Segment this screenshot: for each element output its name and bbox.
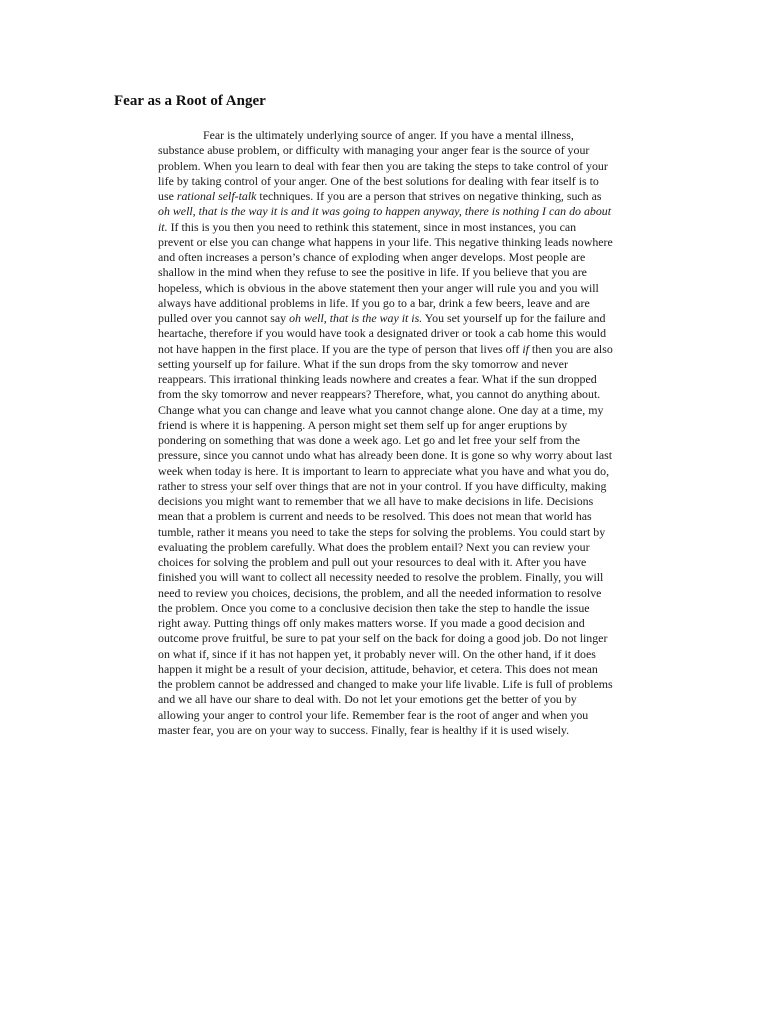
text-run: then you are also setting yourself up for failure. What if the sun drops from the sky tomorrow and never reappears. This irrational thinking leads nowhere and creates a fear. What if the sun dropped from the sky tomorrow and never reappears? Therefore, what, you cannot do anything about. Change what you can change and leave what you cannot change alone. One day at a time, my friend is where it is happening. A person might set them self up for anger eruptions by pondering on something that was done a week ago. Let go and let free your self from the pressure, since you cannot undo what has already been done. It is gone so why worry about last week when today is here. It is important to learn to appreciate what you have and what you do, rather to stress your self over things that are not in your control. If you have difficulty, making decisions you might want to remember that we all have to make decisions in life. Decisions mean that a problem is current and needs to be resolved. This does not mean that world has tumble, rather it means you need to take the steps for solving the problems. You could start by evaluating the problem carefully. What does the problem entail? Next you can review your choices for solving the problem and pull out your resources to deal with it. After you have finished you will want to collect all necessity needed to resolve the problem. Finally, you will need to review you choices, decisions, the problem, and all the needed information to resolve the problem. Once you come to a conclusive decision then take the step to handle the issue right away. Putting things off only makes matters worse. If you made a good decision and outcome prove fruitful, be sure to pat your self on the back for doing a good job. Do not linger on what if, since if it has not happen yet, it probably never will. On the other hand, if it does happen it might be a result of your decision, attitude, behavior, et cetera. This does not mean the problem cannot be addressed and changed to make your life livable. Life is full of problems and we all have our share to deal with. Do not let your emotions get the better of you by allowing your anger to control your life. Remember fear is the root of anger and when you master fear, you are on your way to success. Finally, fear is healthy if it is used wisely. [158,341,613,737]
body-paragraph [158,128,613,738]
document-title: Fear as a Root of Anger [114,93,266,109]
italic-text-run: rational self-talk [176,189,257,203]
text-run: You set yourself up for the failure and heartache, therefore if you would have took a designated driver or took a cab home this would not have happen in the first place. If you are the type of person that lives off [158,311,607,356]
italic-text-run: if [522,341,529,356]
text-run: Fear is the ultimately underlying source of anger. If you have a mental illness, substance abuse problem, or difficulty with managing your anger fear is the source of your problem. When you learn to deal with fear then you are taking the steps to take control of your life by taking control of your anger. One of the best solutions for dealing with fear itself is to use [158,128,608,203]
text-run: If this is you then you need to rethink this statement, since in most instances, you can prevent or else you can change what happens in your life. This negative thinking leads nowhere and often increases a person’s chance of exploding when anger develops. Most people are shallow in the mind when they refuse to see the positive in life. If you believe that you are hopeless, which is obvious in the above statement then your anger will rule you and you will always have additional problems in life. If you go to a bar, drink a few beers, leave and are pulled over you cannot say [158,219,613,325]
text-run: techniques. If you are a person that strives on negative thinking, such as [256,189,602,203]
italic-text-run: oh well, that is the way it is. [289,311,423,325]
italic-text-run: oh well, that is the way it is and it was going to happen anyway, there is nothing I can do about it. [158,204,612,234]
